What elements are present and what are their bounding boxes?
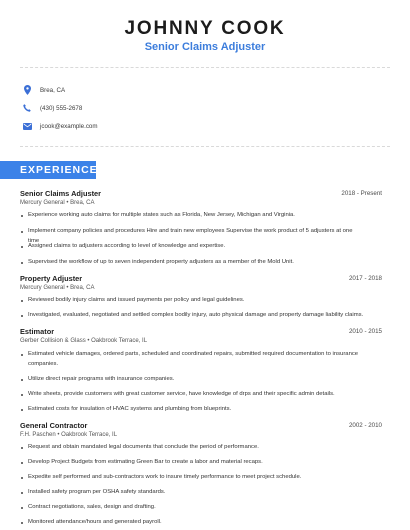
list-item: Develop Project Budgets from estimating Green Bar to create a labor and material recaps.: [20, 458, 365, 468]
job-company: Mercury General • Brea, CA: [20, 285, 95, 291]
candidate-name: JOHNNY COOK: [124, 18, 286, 39]
list-item: Monitored attendance/hours and generated payroll.: [20, 518, 365, 528]
contact-divider: [20, 146, 390, 147]
list-item: Estimated vehicle damages, ordered parts, scheduled and coordinated repairs, submitted required documentation to insurance companies.: [20, 350, 365, 369]
list-item: Estimated costs for insulation of HVAC systems and plumbing from blueprints.: [20, 405, 365, 415]
bullet-dot: [21, 262, 23, 264]
bullet-dot: [21, 215, 23, 217]
list-item: Expedite self performed and sub-contractors work to insure timely performance to meet project schedule.: [20, 473, 365, 483]
bullet-dot: [21, 522, 23, 524]
bullet-dot: [21, 379, 23, 381]
list-item: Request and obtain mandated legal documents that conclude the period of performance.: [20, 443, 365, 453]
bullet-dot: [21, 477, 23, 479]
candidate-title: Senior Claims Adjuster: [144, 41, 266, 53]
list-item: Installed safety program per OSHA safety standards.: [20, 488, 365, 498]
contact-location-text: Brea, CA: [40, 86, 66, 94]
bullet-dot: [21, 492, 23, 494]
job-company: F.H. Paschen • Oakbrook Terrace, IL: [20, 432, 118, 438]
bullet-dot: [21, 507, 23, 509]
contact-phone: [22, 101, 82, 115]
location-pin-icon: [22, 84, 32, 96]
list-item: Assigned claims to adjusters according to level of knowledge and expertise.: [20, 242, 365, 252]
contact-email-text: jcook@example.com: [40, 122, 98, 130]
phone-icon: [22, 102, 32, 114]
list-item: Experience working auto claims for multiple states such as Florida, New Jersey, Michigan and Virginia.: [20, 211, 365, 221]
list-item: Investigated, evaluated, negotiated and settled complex bodily injury, auto physical damage and property damage liability claims.: [20, 311, 365, 321]
job-company: Mercury General • Brea, CA: [20, 200, 95, 206]
list-item: Implement company policies and procedures Hire and train new employees Supervise the work product of 5 adjusters at one time: [20, 227, 365, 246]
contact-phone-text: (430) 555-2678: [40, 104, 83, 112]
contact-email: [22, 119, 98, 133]
job-title: General Contractor: [20, 421, 88, 430]
job-title: Estimator: [20, 327, 55, 336]
job-title: Senior Claims Adjuster: [20, 189, 102, 198]
list-item: Utilize direct repair programs with insurance companies.: [20, 375, 365, 385]
list-item: Supervised the workflow of up to seven independent property adjusters as a member of the Mold Unit.: [20, 258, 365, 268]
email-icon: [22, 120, 32, 132]
job-dates: 2010 - 2015: [348, 328, 382, 335]
header-divider: [20, 67, 390, 68]
job-dates: 2017 - 2018: [348, 275, 382, 282]
bullet-dot: [21, 394, 23, 396]
bullet-dot: [21, 315, 23, 317]
section-heading-experience: EXPERIENCE: [20, 164, 98, 176]
bullet-dot: [21, 462, 23, 464]
job-title: Property Adjuster: [20, 274, 83, 283]
job-dates: 2002 - 2010: [348, 422, 382, 429]
bullet-dot: [21, 354, 23, 356]
list-item: Write sheets, provide customers with great customer service, have knowledge of drps and their specific admin details.: [20, 390, 365, 400]
job-company: Gerber Collision & Glass • Oakbrook Terrace, IL: [20, 338, 148, 344]
list-item: Reviewed bodily injury claims and issued payments per policy and legal guidelines.: [20, 296, 365, 306]
bullet-dot: [21, 300, 23, 302]
bullet-dot: [21, 246, 23, 248]
bullet-dot: [21, 409, 23, 411]
bullet-dot: [21, 231, 23, 233]
list-item: Contract negotiations, sales, design and drafting.: [20, 503, 365, 513]
bullet-dot: [21, 447, 23, 449]
job-dates: 2018 - Present: [341, 190, 382, 197]
contact-location: [22, 83, 65, 97]
